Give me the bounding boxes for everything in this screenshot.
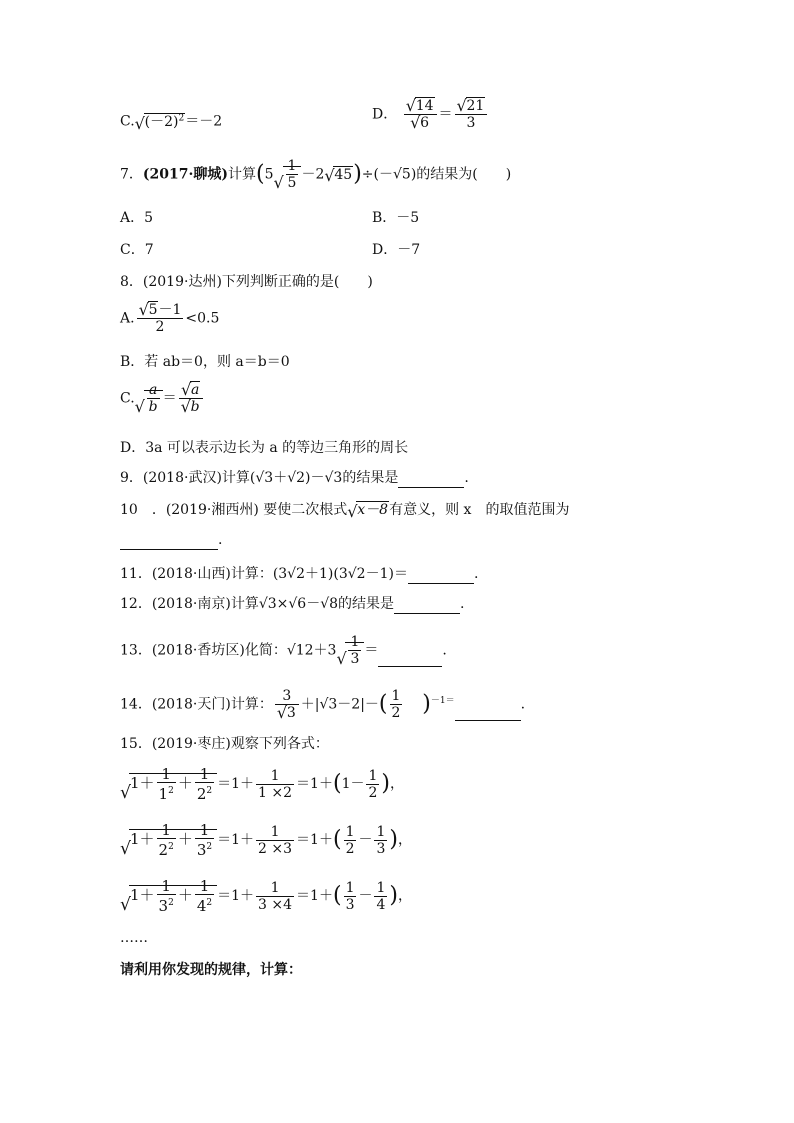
question-15-stem: 15．(2019·枣庄)观察下列各式：	[120, 736, 329, 752]
question-14: 14．(2018·天门)计算： 3 √ 3 ＋|√3－2|－( $\frac{1}{2}$ )$^{-1=}$ .	[120, 688, 525, 721]
question-12: 12．(2018·南京)计算√3×√6－√8的结果是 .	[120, 596, 465, 612]
answer-blank[interactable]	[120, 549, 218, 550]
question-10-answer: .	[120, 530, 222, 550]
q15-formula-row: √ 1＋ $\frac{1}{3^2}$ ＋ $\frac{1}{4^2}$ ＝1＋ $\frac{1}{3 \times 4}$ ＝1＋( $\frac{1}{3}$ － $\frac{1}{4}$ )，	[120, 878, 412, 914]
q6-option-c: C.√ $(-2)^2=-2$	[120, 108, 222, 132]
q8-option-d: D．3a 可以表示边长为 a 的等边三角形的周长	[120, 440, 409, 456]
q15-final-instruction: 请利用你发现的规律，计算：	[120, 962, 302, 978]
question-11: 11．(2018·山西)计算：(3√2＋1)(3√2－1)＝ .	[120, 566, 479, 582]
q7-option-b: B．－5	[372, 210, 420, 226]
question-8-stem: 8．(2019·达州)下列判断正确的是( )	[120, 274, 373, 290]
question-13: 13．(2018·香坊区)化简：√12＋3 √ $\frac{1}{3}$ ＝ .	[120, 634, 447, 667]
q7-option-a: A．5	[120, 210, 154, 226]
q7-option-d: D．－7	[372, 242, 421, 258]
question-9: 9．(2018·武汉)计算(√3＋√2)－√3的结果是 .	[120, 470, 469, 486]
q15-ellipsis: ……	[120, 930, 148, 946]
q6-option-d: D． √ 14 √ 6 ＝ √ $\frac{21}{3}$	[372, 98, 489, 131]
q15-formula-row: √ 1＋ $\frac{1}{2^2}$ ＋ $\frac{1}{3^2}$ ＝1＋ $\frac{1}{2 \times 3}$ ＝1＋( $\frac{1}{2}$ － $\frac{1}{3}$ )，	[120, 822, 412, 858]
question-10: 10 ．(2019·湘西州) 要使二次根式√ x－8有意义，则 x 的取值范围为	[120, 500, 569, 520]
q15-formula-row: √ 1＋ $\frac{1}{1^2}$ ＋ $\frac{1}{2^2}$ ＝1＋ $\frac{1}{1 \times 2}$ ＝1＋(1－ $\frac{1}{2}$ )，	[120, 766, 404, 802]
q8-option-c: C. √ $\frac{a}{b}$ ＝ √ a √ b	[120, 382, 205, 415]
answer-blank[interactable]	[398, 487, 464, 488]
q8-option-b: B．若 ab＝0，则 a＝b＝0	[120, 354, 290, 370]
answer-blank[interactable]	[394, 613, 460, 614]
question-7: 7．(2017·聊城)计算(5 √ $\frac{1}{5}$ －2√ 45)÷(－√5)的结果为( )	[120, 158, 511, 191]
answer-blank[interactable]	[408, 583, 474, 584]
answer-blank[interactable]	[378, 666, 442, 667]
q8-option-a: A. √ $\frac{5-1}{2}$ <0.5	[120, 302, 219, 335]
answer-blank[interactable]	[455, 720, 521, 721]
q7-option-c: C．7	[120, 242, 154, 258]
